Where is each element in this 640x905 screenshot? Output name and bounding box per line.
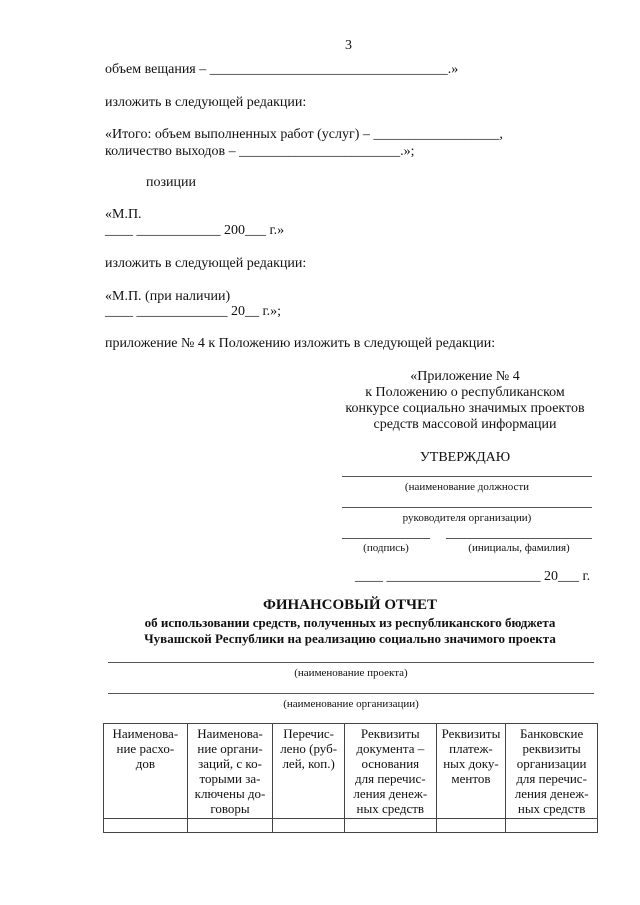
organization-line — [108, 693, 594, 694]
approval-title: УТВЕРЖДАЮ — [419, 450, 511, 465]
text-line: изложить в следующей редакции: — [105, 95, 307, 110]
table-header-cell: Перечис- лено (руб- лей, коп.) — [273, 724, 345, 819]
table-header-cell: Наименова- ние органи- заций, с ко- торыми за- ключены до- говоры — [187, 724, 273, 819]
text-line: ____ _____________ 20__ г.»; — [105, 304, 282, 319]
text-line: объем вещания – __________________________________.» — [105, 62, 459, 77]
table-cell — [187, 819, 273, 833]
signature-line — [342, 538, 430, 539]
table-header-row — [104, 724, 598, 819]
report-subtitle: Чувашской Республики на реализацию социально значимого проекта — [144, 631, 556, 646]
text-line: изложить в следующей редакции: — [105, 256, 307, 271]
financial-report-table — [103, 723, 598, 833]
appendix-line: средств массовой информации — [373, 417, 557, 432]
appendix-line: конкурсе социально значимых проектов — [345, 401, 585, 416]
table-cell — [506, 819, 598, 833]
position-line — [342, 476, 592, 477]
head-caption: руководителя организации) — [402, 512, 532, 524]
table-row — [104, 819, 598, 833]
text-line: ____ ____________ 200___ г.» — [105, 223, 285, 238]
organization-caption: (наименование организации) — [283, 698, 419, 710]
appendix-line: «Приложение № 4 — [410, 369, 520, 384]
table-cell — [273, 819, 345, 833]
table-header-cell: Банковские реквизиты организации для перечис- ления денеж- ных средств — [506, 724, 598, 819]
text-line: «М.П. (при наличии) — [105, 289, 231, 304]
text-line: количество выходов – _______________________.»; — [105, 144, 415, 159]
text-line: позиции — [146, 175, 196, 190]
report-subtitle: об использовании средств, полученных из республиканского бюджета — [144, 615, 556, 630]
page-number: 3 — [345, 38, 352, 53]
text-line: «Итого: объем выполненных работ (услуг) – __________________, — [105, 127, 503, 142]
appendix-line: к Положению о республиканском — [365, 385, 565, 400]
project-caption: (наименование проекта) — [294, 667, 408, 679]
approval-date: ____ ______________________ 20___ г. — [355, 569, 591, 584]
position-caption: (наименование должности — [404, 481, 530, 493]
project-line — [108, 662, 594, 663]
head-line — [342, 507, 592, 508]
text-line: приложение № 4 к Положению изложить в следующей редакции: — [105, 336, 496, 351]
initials-caption: (инициалы, фамилия) — [468, 542, 570, 554]
table-cell — [436, 819, 506, 833]
text-line: «М.П. — [105, 207, 142, 222]
table-header-cell: Реквизиты платеж- ных доку- ментов — [436, 724, 506, 819]
table-header-cell: Наименова- ние расхо- дов — [104, 724, 188, 819]
table-cell — [344, 819, 436, 833]
report-title: ФИНАНСОВЫЙ ОТЧЕТ — [262, 597, 438, 613]
signature-caption: (подпись) — [363, 542, 409, 554]
table-cell — [104, 819, 188, 833]
initials-line — [446, 538, 592, 539]
table-header-cell: Реквизиты документа – основания для перечис- ления денеж- ных средств — [344, 724, 436, 819]
